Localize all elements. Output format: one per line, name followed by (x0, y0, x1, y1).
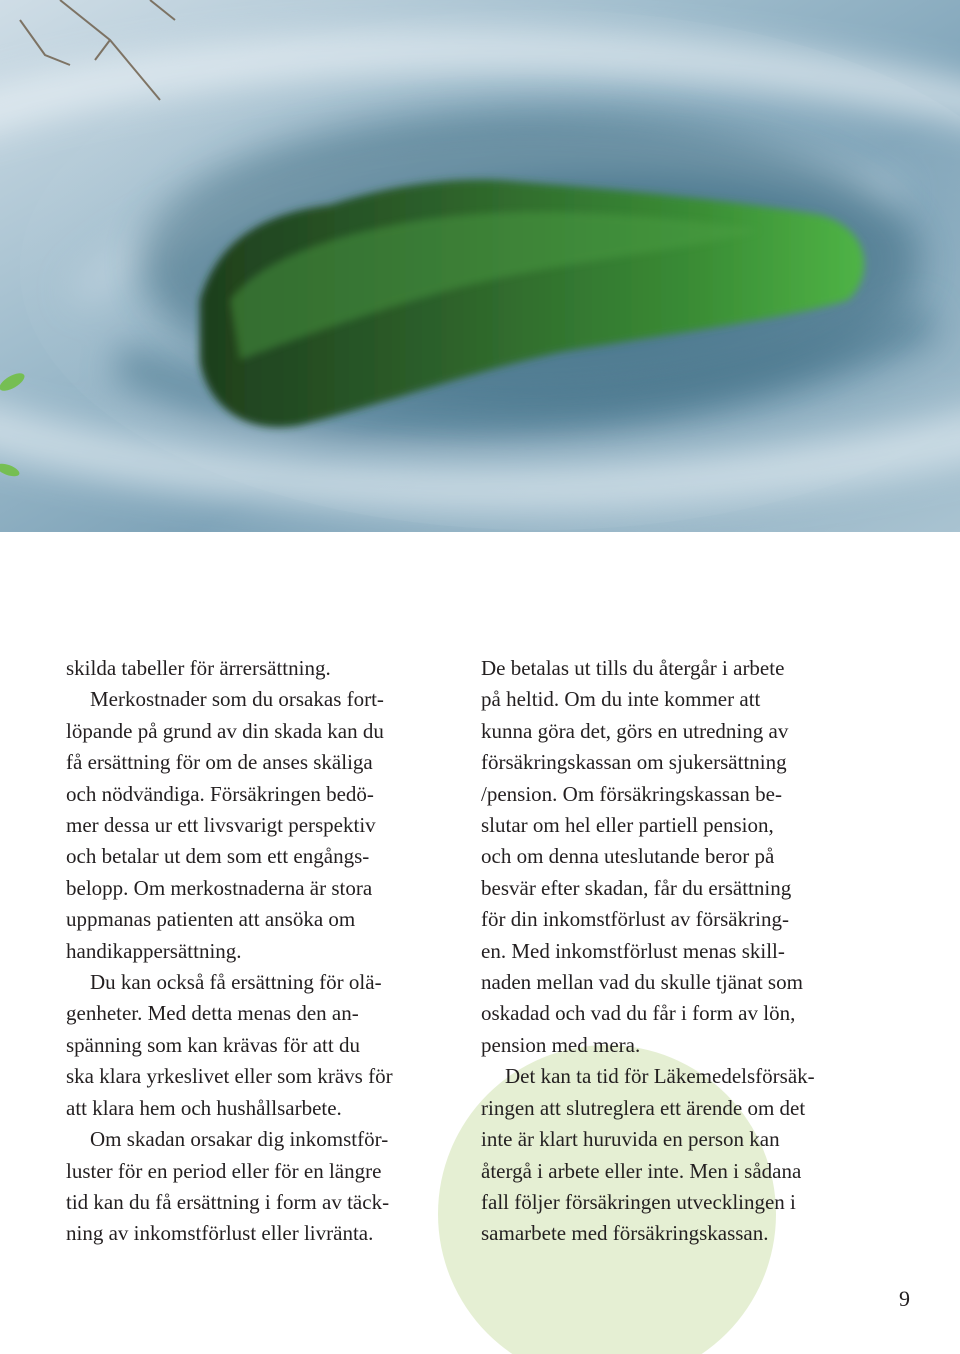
paragraph-line: ning av inkomstförlust eller livränta. (66, 1221, 374, 1246)
paragraph-line: en. Med inkomstförlust menas skill- (481, 938, 785, 963)
paragraph-line: genheter. Med detta menas den an- (66, 1001, 359, 1026)
paragraph-line: spänning som kan krävas för att du (66, 1032, 360, 1057)
paragraph-line: handikappersättning. (66, 938, 242, 963)
paragraph-line: De betalas ut tills du återgår i arbete (481, 656, 785, 680)
paragraph-line: mer dessa ur ett livsvarigt perspektiv (66, 813, 376, 838)
paragraph-line: uppmanas patienten att ansöka om (66, 907, 356, 932)
paragraph-line: inte är klart huruvida en person kan (481, 1127, 780, 1152)
paragraph-line: löpande på grund av din skada kan du (66, 718, 384, 743)
paragraph-line: kunna göra det, görs en utredning av (481, 718, 789, 743)
right-text-column (481, 653, 881, 1250)
paragraph-line: på heltid. Om du inte kommer att (481, 687, 761, 712)
paragraph-line: och nödvändiga. Försäkringen bedö- (66, 781, 374, 806)
left-text-column (66, 653, 466, 1250)
paragraph-line: att klara hem och hushållsarbete. (66, 1095, 342, 1120)
paragraph-line: pension med mera. (481, 1032, 641, 1057)
paragraph-line: och om denna uteslutande beror på (481, 844, 775, 869)
paragraph-line: ska klara yrkeslivet eller som krävs för (66, 1064, 393, 1089)
paragraph-line: samarbete med försäkringskassan. (481, 1221, 769, 1246)
paragraph-line: tid kan du få ersättning i form av täck- (66, 1189, 390, 1214)
page-number: 9 (899, 1286, 910, 1311)
photo-moss-rock (0, 0, 960, 532)
paragraph-line: Merkostnader som du orsakas fort- (90, 687, 384, 712)
paragraph-line: och betalar ut dem som ett engångs- (66, 844, 370, 869)
paragraph-line: luster för en period eller för en längre (66, 1158, 382, 1183)
paragraph-line: Om skadan orsakar dig inkomstför- (90, 1127, 389, 1152)
paragraph-line: naden mellan vad du skulle tjänat som (481, 970, 803, 995)
paragraph-line: Du kan också få ersättning för olä- (90, 970, 382, 995)
paragraph-line: återgå i arbete eller inte. Men i sådana (481, 1158, 802, 1183)
paragraph-line: få ersättning för om de anses skäliga (66, 750, 373, 775)
paragraph-line: skilda tabeller för ärrersättning. (66, 656, 331, 680)
paragraph-line: för din inkomstförlust av försäkring- (481, 907, 789, 932)
paragraph-line: slutar om hel eller partiell pension, (481, 813, 774, 838)
paragraph-line: oskadad och vad du får i form av lön, (481, 1001, 796, 1026)
paragraph-line: /pension. Om försäkringskassan be- (481, 781, 782, 806)
paragraph-line: besvär efter skadan, får du ersättning (481, 875, 792, 900)
paragraph-line: ringen att slutreglera ett ärende om det (481, 1095, 806, 1120)
paragraph-line: belopp. Om merkostnaderna är stora (66, 875, 373, 900)
paragraph-line: Det kan ta tid för Läkemedelsförsäk- (505, 1064, 815, 1089)
paragraph-line: fall följer försäkringen utvecklingen i (481, 1189, 796, 1214)
paragraph-line: försäkringskassan om sjukersättning (481, 750, 787, 775)
